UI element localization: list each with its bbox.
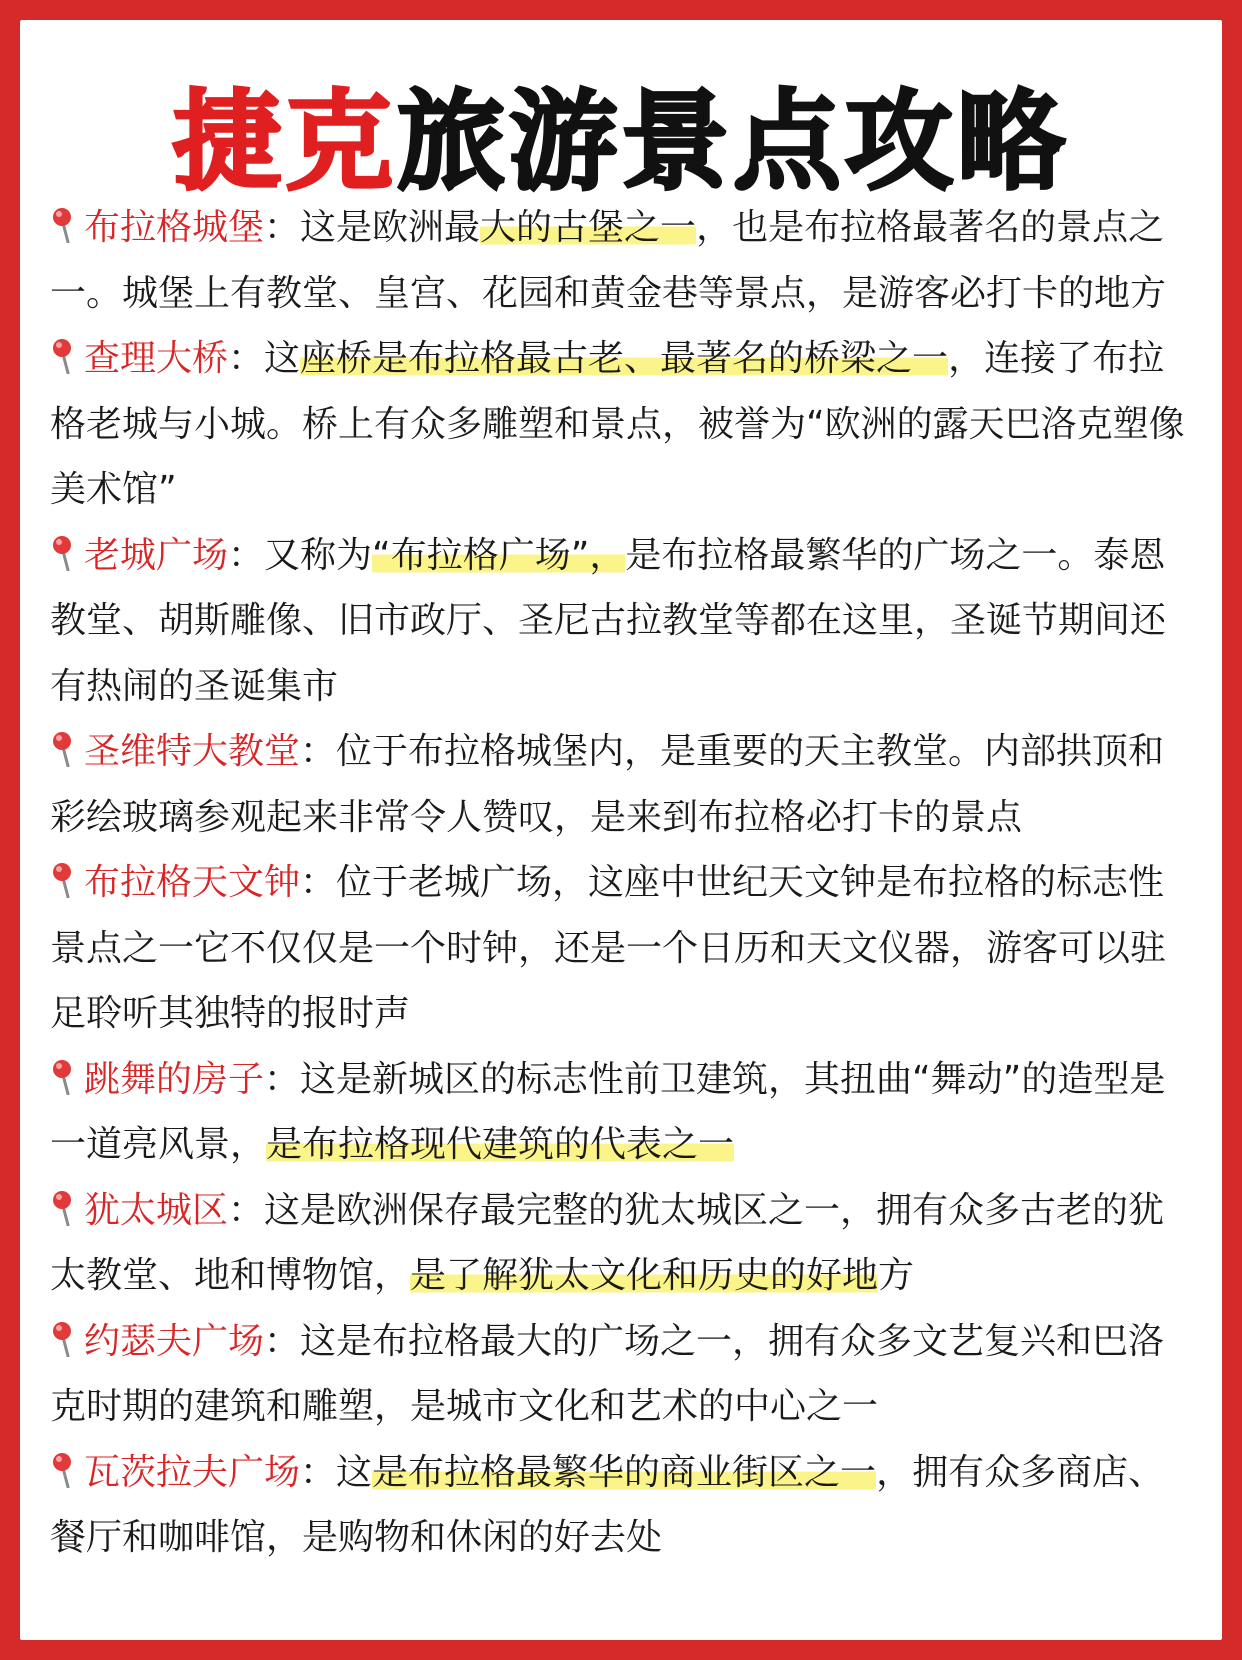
description-text: 位于老城广场，这座中世纪天文钟是布拉格的标志性景点之一它不仅仅是一个时钟，还是一个日历和天文仪器，游客可以驻足聆听其独特的报时声 bbox=[50, 862, 1167, 1034]
attraction-name: 犹太城区 bbox=[84, 1189, 229, 1231]
attraction-entry bbox=[50, 1309, 1200, 1440]
attraction-entry bbox=[50, 195, 1200, 326]
attraction-entry bbox=[50, 523, 1200, 720]
name-separator: ： bbox=[300, 731, 337, 772]
attraction-entry bbox=[50, 1178, 1200, 1309]
name-separator: ： bbox=[228, 1189, 265, 1231]
attraction-name: 布拉格天文钟 bbox=[84, 862, 301, 903]
attraction-list bbox=[50, 195, 1200, 1571]
description-text: 这是欧洲保存最完整的犹太城区之一，拥有众多古老的犹太教堂、地和博物馆， bbox=[50, 1189, 1165, 1296]
page-title bbox=[20, 78, 1222, 208]
highlighted-text: 是布拉格最繁华的商业街区之一 bbox=[372, 1451, 877, 1493]
attraction-entry bbox=[50, 850, 1200, 1047]
round-pushpin-icon bbox=[50, 731, 80, 767]
title-red: 捷克 bbox=[172, 80, 397, 205]
description-text: 这 bbox=[264, 338, 301, 379]
attraction-name: 约瑟夫广场 bbox=[84, 1320, 265, 1362]
attraction-name: 圣维特大教堂 bbox=[84, 731, 301, 772]
name-separator: ： bbox=[300, 1451, 337, 1493]
round-pushpin-icon bbox=[50, 1321, 80, 1357]
description-tail: ，连接了布拉格老城与小城。桥上有众多雕塑和景点，被誉为“欧洲的露天巴洛克塑像美术馆” bbox=[50, 338, 1185, 510]
attraction-name: 老城广场 bbox=[84, 534, 229, 576]
page-frame bbox=[20, 20, 1222, 1640]
description-tail: 是布拉格最繁华的广场之一。泰恩教堂、胡斯雕像、旧市政厅、圣尼古拉教堂等都在这里，圣诞节期间还有热闹的圣诞集市 bbox=[50, 534, 1167, 707]
description-text: 又称为 bbox=[264, 534, 373, 576]
description-text: 位于布拉格城堡内，是重要的天主教堂。内部拱顶和彩绘玻璃参观起来非常令人赞叹，是来到布拉格必打卡的景点 bbox=[50, 731, 1165, 838]
highlighted-text: “布拉格广场”， bbox=[372, 534, 626, 576]
description-text: 这 bbox=[336, 1451, 373, 1493]
attraction-name: 查理大桥 bbox=[84, 338, 229, 379]
description-text: 这是新城区的标志性前卫建筑，其扭曲“舞动”的造型是一道亮风景， bbox=[50, 1058, 1166, 1165]
name-separator: ： bbox=[300, 862, 337, 903]
round-pushpin-icon bbox=[50, 1452, 80, 1488]
title-black: 旅游景点攻略 bbox=[397, 80, 1070, 205]
name-separator: ： bbox=[264, 1058, 301, 1100]
round-pushpin-icon bbox=[50, 1190, 80, 1226]
highlighted-text: 座桥是布拉格最古老、最著名的桥梁之一 bbox=[300, 338, 949, 379]
name-separator: ： bbox=[228, 534, 265, 576]
description-tail: ，也是布拉格最著名的景点之一。城堡上有教堂、皇宫、花园和黄金巷等景点，是游客必打卡的地方 bbox=[50, 207, 1167, 314]
description-text: 这是布拉格最大的广场之一，拥有众多文艺复兴和巴洛克时期的建筑和雕塑，是城市文化和艺术的中心之一 bbox=[50, 1320, 1165, 1427]
name-separator: ： bbox=[264, 207, 301, 248]
attraction-name: 布拉格城堡 bbox=[84, 207, 265, 248]
round-pushpin-icon bbox=[50, 207, 80, 243]
attraction-entry bbox=[50, 1047, 1200, 1178]
attraction-entry bbox=[50, 1440, 1200, 1571]
highlighted-text: 是了解犹太文化和历史的好地 bbox=[410, 1255, 879, 1296]
name-separator: ： bbox=[228, 338, 265, 379]
name-separator: ： bbox=[264, 1320, 301, 1362]
highlighted-text: 大的古堡之一 bbox=[480, 207, 697, 248]
attraction-name: 跳舞的房子 bbox=[84, 1058, 265, 1100]
attraction-entry bbox=[50, 326, 1200, 523]
round-pushpin-icon bbox=[50, 535, 80, 571]
round-pushpin-icon bbox=[50, 338, 80, 374]
highlighted-text: 是布拉格现代建筑的代表之一 bbox=[266, 1124, 735, 1165]
round-pushpin-icon bbox=[50, 862, 80, 898]
description-tail: ，拥有众多商店、餐厅和咖啡馆，是购物和休闲的好去处 bbox=[50, 1451, 1165, 1558]
attraction-name: 瓦茨拉夫广场 bbox=[84, 1451, 301, 1493]
description-tail: 方 bbox=[878, 1255, 915, 1296]
description-text: 这是欧洲最 bbox=[300, 207, 481, 248]
attraction-entry bbox=[50, 719, 1200, 850]
round-pushpin-icon bbox=[50, 1059, 80, 1095]
